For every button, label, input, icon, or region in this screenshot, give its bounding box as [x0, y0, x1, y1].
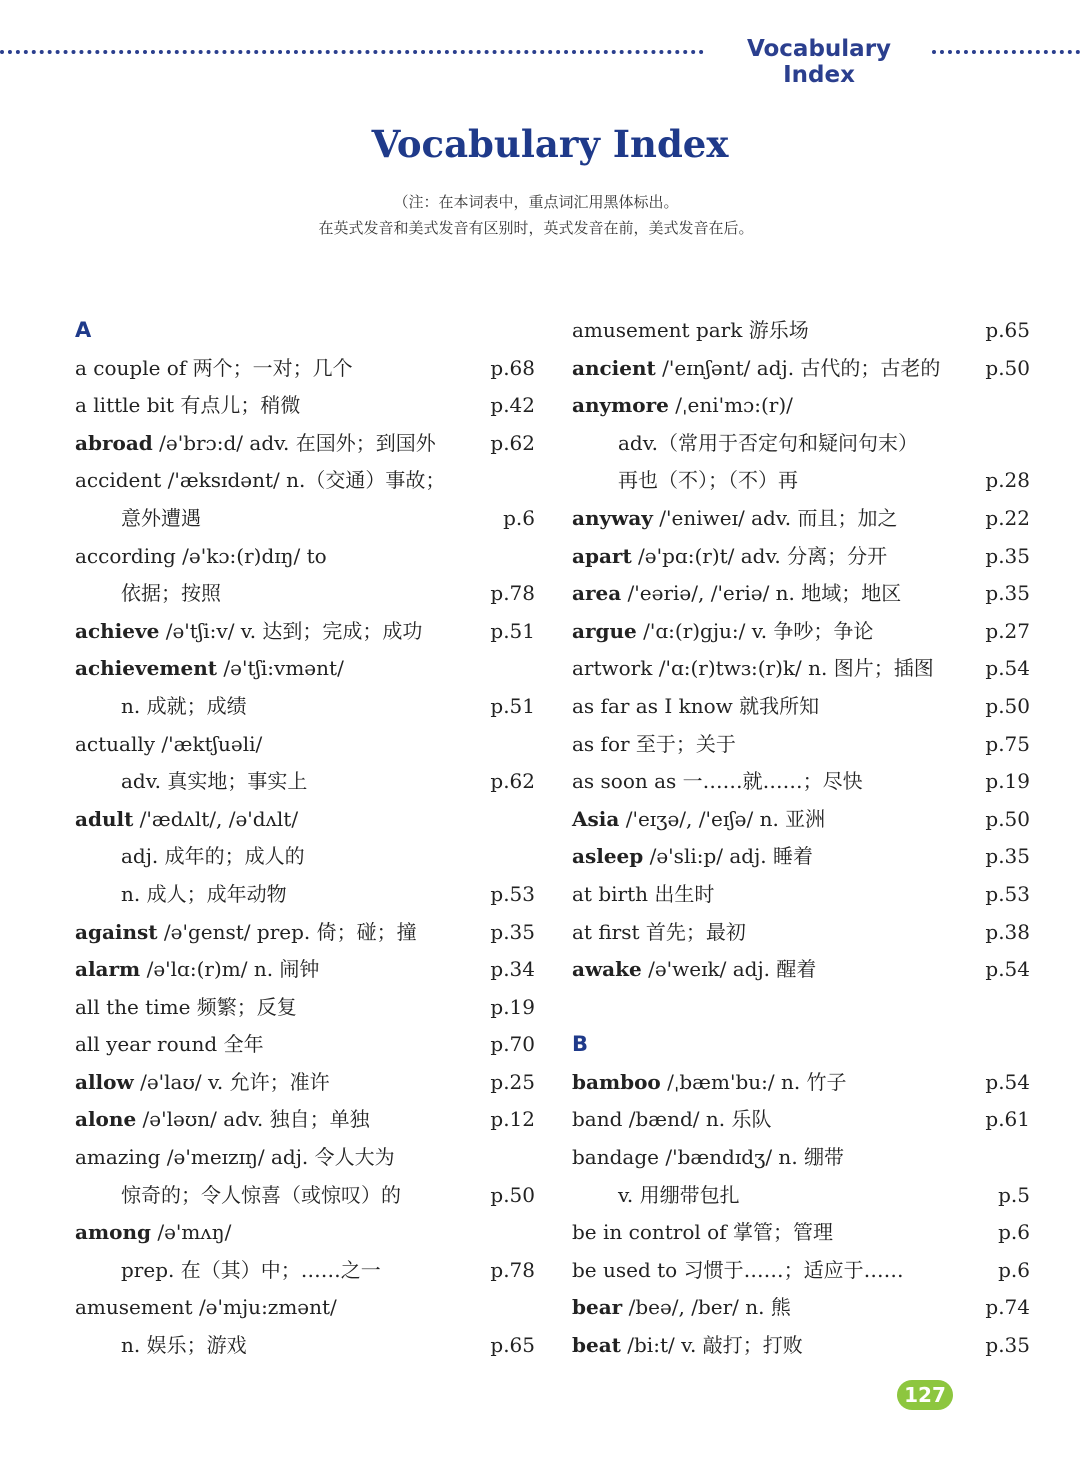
index-entry: [572, 688, 1030, 726]
entry-text: [75, 1327, 247, 1365]
page-reference: p.42: [488, 387, 535, 425]
entry-text: [572, 1101, 771, 1139]
entry-definition: be used to 习惯于……；适应于……: [572, 1257, 904, 1282]
entry-definition: adv.（常用于否定句和疑问句末）: [618, 430, 919, 455]
page-reference: p.35: [983, 1327, 1030, 1365]
entry-text: [572, 538, 887, 576]
entry-text: [75, 688, 247, 726]
entry-definition: adj. 成年的；成人的: [121, 844, 305, 869]
index-entry: [75, 613, 535, 651]
page-reference: p.70: [488, 1026, 535, 1064]
page-reference: p.35: [488, 914, 535, 952]
page-reference: p.75: [983, 726, 1030, 764]
headword: achievement: [75, 656, 218, 681]
page-reference: p.53: [983, 876, 1030, 914]
note-line-1: （注：在本词表中，重点词汇用黑体标出。: [393, 193, 679, 211]
entry-definition: n. 成人；成年动物: [121, 881, 287, 906]
index-entry: [75, 1064, 535, 1102]
dotted-rule-right: [932, 50, 1080, 54]
index-entry: [75, 876, 535, 914]
headword: ancient: [572, 355, 656, 380]
index-entry: [75, 1289, 535, 1327]
entry-definition: v. 用绷带包扎: [618, 1182, 740, 1207]
headword: apart: [572, 543, 632, 568]
page-reference: p.78: [488, 575, 535, 613]
index-entry: [75, 425, 535, 463]
entry-definition: /ˌeni'mɔ:(r)/: [668, 393, 793, 418]
entry-text: [75, 1214, 231, 1252]
page-reference: p.51: [488, 688, 535, 726]
entry-definition: /ə'laʊ/ v. 允许；准许: [133, 1069, 330, 1094]
entry-text: [75, 425, 436, 463]
index-entry: [75, 726, 535, 764]
page-reference: p.50: [983, 350, 1030, 388]
index-entry: [75, 462, 535, 500]
page-reference: p.6: [501, 500, 535, 538]
entry-definition: at birth 出生时: [572, 881, 715, 906]
entry-definition: 再也（不）；（不）再: [618, 468, 798, 493]
entry-definition: /ə'genst/ prep. 倚；碰；撞: [157, 919, 417, 944]
headword: adult: [75, 806, 134, 831]
entry-text: [572, 914, 746, 952]
entry-definition: /bi:t/ v. 敲打；打败: [620, 1333, 803, 1358]
entry-text: [572, 1327, 803, 1365]
index-entry: [572, 763, 1030, 801]
page-reference: p.6: [996, 1214, 1030, 1252]
index-entry: [75, 688, 535, 726]
entry-text: [75, 989, 297, 1027]
entry-definition: /ə'tʃi:v/ v. 达到；完成；成功: [159, 618, 423, 643]
page-reference: p.38: [983, 914, 1030, 952]
page-reference: p.27: [983, 613, 1030, 651]
entry-definition: /'ɑ:(r)gju:/ v. 争吵；争论: [636, 618, 874, 643]
entry-text: [572, 876, 714, 914]
entry-definition: /ə'ləʊn/ adv. 独自；单独: [136, 1107, 370, 1132]
entry-definition: according /ə'kɔ:(r)dɪŋ/ to: [75, 543, 327, 568]
entry-text: [572, 575, 901, 613]
page-reference: p.19: [488, 989, 535, 1027]
entry-text: [75, 1101, 370, 1139]
index-entry: [572, 538, 1030, 576]
index-entry: [572, 914, 1030, 952]
left-column: [75, 312, 535, 1365]
entry-text: [572, 425, 918, 463]
entry-definition: /ə'pɑ:(r)t/ adv. 分离；分开: [631, 543, 888, 568]
index-entry: [572, 1177, 1030, 1215]
headword: among: [75, 1220, 151, 1245]
page-title: Vocabulary Index: [371, 122, 729, 166]
entry-definition: bandage /'bændɪdʒ/ n. 绷带: [572, 1145, 845, 1170]
page-reference: p.28: [983, 462, 1030, 500]
page-reference: p.35: [983, 838, 1030, 876]
page-reference: p.19: [983, 763, 1030, 801]
index-entry: [75, 1252, 535, 1290]
entry-definition: /ə'mʌŋ/: [151, 1220, 232, 1245]
entry-text: [572, 462, 798, 500]
headword: Asia: [572, 806, 620, 831]
entry-text: [572, 350, 940, 388]
index-entry: [75, 1327, 535, 1365]
entry-text: [75, 876, 287, 914]
entry-text: [75, 838, 305, 876]
entry-definition: /ə'sli:p/ adj. 睡着: [643, 844, 814, 869]
entry-text: [75, 726, 262, 764]
entry-text: [75, 801, 298, 839]
page-reference: p.25: [488, 1064, 535, 1102]
entry-definition: /'eɪʒə/, /'eɪʃə/ n. 亚洲: [619, 806, 826, 831]
entry-text: [572, 613, 873, 651]
entry-text: [75, 1064, 330, 1102]
entry-text: [75, 575, 221, 613]
index-entry: [572, 350, 1030, 388]
note-line-2: 在英式发音和美式发音有区别时，英式发音在前，美式发音在后。: [318, 219, 754, 237]
entry-definition: actually /'æktʃuəli/: [75, 731, 263, 756]
index-entry: [75, 1214, 535, 1252]
page-reference: p.50: [983, 688, 1030, 726]
index-entry: [75, 650, 535, 688]
entry-text: [572, 1289, 791, 1327]
headword: allow: [75, 1069, 134, 1094]
page-reference: p.78: [488, 1252, 535, 1290]
index-entry: [75, 1177, 535, 1215]
entry-text: [75, 613, 422, 651]
entry-definition: /ə'weɪk/ adj. 醒着: [641, 957, 817, 982]
page-number-badge: 127: [897, 1380, 953, 1410]
page-reference: p.62: [488, 425, 535, 463]
entry-text: [572, 951, 816, 989]
entry-text: [75, 650, 344, 688]
index-entry: [75, 1101, 535, 1139]
entry-text: [75, 500, 201, 538]
entry-text: [572, 763, 863, 801]
index-entry: [572, 575, 1030, 613]
index-entry: [572, 1139, 1030, 1177]
headword: bamboo: [572, 1069, 661, 1094]
left-entries: [75, 350, 535, 1365]
index-entry: [572, 613, 1030, 651]
entry-text: [572, 500, 897, 538]
entry-text: [572, 650, 934, 688]
page-reference: p.54: [983, 951, 1030, 989]
entry-definition: all year round 全年: [75, 1032, 264, 1057]
index-entry: [75, 350, 535, 388]
index-entry: [572, 1064, 1030, 1102]
entry-definition: be in control of 掌管；管理: [572, 1220, 833, 1245]
entry-text: [572, 1252, 904, 1290]
entry-definition: a couple of 两个；一对；几个: [75, 355, 353, 380]
page-reference: p.34: [488, 951, 535, 989]
entry-text: [572, 1139, 844, 1177]
index-entry: [572, 801, 1030, 839]
entry-definition: /ə'brɔ:d/ adv. 在国外；到国外: [152, 430, 436, 455]
index-entry: [572, 1252, 1030, 1290]
page-reference: p.12: [488, 1101, 535, 1139]
entry-text: [572, 726, 736, 764]
page-reference: p.6: [996, 1252, 1030, 1290]
headword: beat: [572, 1333, 621, 1358]
section-letter-b: B: [572, 1032, 589, 1057]
entry-text: [572, 1064, 847, 1102]
entry-text: [572, 1177, 740, 1215]
headword: bear: [572, 1295, 623, 1320]
headword: achieve: [75, 618, 160, 643]
dotted-rule-left: [0, 50, 704, 54]
entry-definition: artwork /'ɑ:(r)twɜ:(r)k/ n. 图片；插图: [572, 656, 934, 681]
entry-text: [75, 462, 445, 500]
entry-text: [75, 538, 327, 576]
entry-text: [75, 914, 417, 952]
index-entry: [75, 914, 535, 952]
page-reference: p.68: [488, 350, 535, 388]
entry-definition: prep. 在（其）中；……之一: [121, 1257, 381, 1282]
entry-definition: 意外遭遇: [121, 505, 201, 530]
entry-definition: /ˌbæm'bu:/ n. 竹子: [660, 1069, 847, 1094]
entry-text: [75, 350, 353, 388]
entry-text: [75, 763, 307, 801]
page-reference: p.62: [488, 763, 535, 801]
index-entry: [75, 801, 535, 839]
entry-definition: amusement /ə'mju:zmənt/: [75, 1295, 337, 1320]
headword: against: [75, 919, 158, 944]
entry-text: [572, 801, 825, 839]
entry-definition: n. 娱乐；游戏: [121, 1333, 247, 1358]
entry-definition: a little bit 有点儿；稍微: [75, 393, 301, 418]
index-entry: [572, 726, 1030, 764]
entry-text: [75, 1139, 395, 1177]
headword: anymore: [572, 393, 669, 418]
page-reference: p.5: [996, 1177, 1030, 1215]
entry-text: [75, 1177, 401, 1215]
index-entry: [572, 876, 1030, 914]
index-entry: [572, 1214, 1030, 1252]
headword: anyway: [572, 505, 653, 530]
index-entry: [75, 838, 535, 876]
page-reference: p.22: [983, 500, 1030, 538]
page-reference: p.35: [983, 575, 1030, 613]
entry-definition: at first 首先；最初: [572, 919, 746, 944]
index-entry: [572, 951, 1030, 989]
page-reference: p.35: [983, 538, 1030, 576]
index-entry: [572, 838, 1030, 876]
entry-definition: amazing /ə'meɪzɪŋ/ adj. 令人大为: [75, 1145, 395, 1170]
running-head: [0, 36, 1080, 88]
index-entry: [75, 989, 535, 1027]
page-reference: p.65: [488, 1327, 535, 1365]
entry-definition: /'eɪnʃənt/ adj. 古代的；古老的: [655, 355, 941, 380]
index-entry: [75, 951, 535, 989]
entry-definition: as soon as 一……就……；尽快: [572, 769, 863, 794]
entry-text: [75, 1289, 337, 1327]
index-entry: [75, 387, 535, 425]
right-column: [572, 312, 1030, 1365]
entry-text: [75, 951, 319, 989]
index-entry: [572, 650, 1030, 688]
headword: alarm: [75, 957, 141, 982]
headword: argue: [572, 618, 637, 643]
entry-definition: /'eəriə/, /'eriə/ n. 地域；地区: [621, 581, 902, 606]
headword: awake: [572, 957, 642, 982]
entry-text: [572, 838, 813, 876]
entry-text: [75, 387, 300, 425]
right-entries-a: [572, 312, 1030, 989]
index-entry: [75, 500, 535, 538]
entry-definition: all the time 频繁；反复: [75, 994, 297, 1019]
entry-definition: /beə/, /ber/ n. 熊: [622, 1295, 791, 1320]
page-reference: p.50: [983, 801, 1030, 839]
page-reference: p.65: [983, 312, 1030, 350]
entry-definition: adv. 真实地；事实上: [121, 769, 308, 794]
page-reference: p.74: [983, 1289, 1030, 1327]
index-entry: [572, 500, 1030, 538]
entry-definition: /ə'lɑ:(r)m/ n. 闹钟: [140, 957, 320, 982]
entry-definition: n. 成就；成绩: [121, 693, 247, 718]
section-gap: [572, 989, 1030, 1027]
entry-definition: band /bænd/ n. 乐队: [572, 1107, 772, 1132]
entry-definition: 依据；按照: [121, 581, 221, 606]
headword: asleep: [572, 844, 644, 869]
index-entry: [75, 1139, 535, 1177]
page-reference: p.51: [488, 613, 535, 651]
page-reference: p.53: [488, 876, 535, 914]
entry-definition: accident /'æksɪdənt/ n.（交通）事故；: [75, 468, 446, 493]
index-entry: [572, 312, 1030, 350]
entry-text: [572, 688, 819, 726]
right-entries-b: [572, 1064, 1030, 1365]
index-entry: [572, 425, 1030, 463]
index-entry: [75, 1026, 535, 1064]
entry-definition: as far as I know 就我所知: [572, 693, 820, 718]
index-entry: [572, 387, 1030, 425]
entry-definition: /ə'tʃi:vmənt/: [217, 656, 344, 681]
index-entry: [75, 575, 535, 613]
entry-definition: 惊奇的；令人惊喜（或惊叹）的: [121, 1182, 401, 1207]
section-letter-a: A: [75, 318, 92, 342]
index-entry: [572, 1101, 1030, 1139]
entry-text: [572, 312, 809, 350]
entry-text: [572, 387, 793, 425]
page-reference: p.50: [488, 1177, 535, 1215]
index-entry: [75, 538, 535, 576]
page-reference: p.54: [983, 1064, 1030, 1102]
index-entry: [572, 1289, 1030, 1327]
running-head-title: Vocabulary Index: [746, 36, 892, 88]
entry-definition: amusement park 游乐场: [572, 318, 809, 342]
headword: abroad: [75, 430, 153, 455]
index-entry: [572, 1327, 1030, 1365]
entry-text: [572, 1214, 833, 1252]
page-reference: p.61: [983, 1101, 1030, 1139]
entry-definition: as for 至于；关于: [572, 731, 736, 756]
entry-definition: /'ædʌlt/, /ə'dʌlt/: [133, 806, 299, 831]
headword: area: [572, 581, 622, 606]
entry-text: [75, 1252, 381, 1290]
entry-text: [75, 1026, 264, 1064]
entry-definition: /'eniweɪ/ adv. 而且；加之: [652, 505, 898, 530]
index-entry: [75, 763, 535, 801]
headword: alone: [75, 1107, 137, 1132]
index-entry: [572, 462, 1030, 500]
page-reference: p.54: [983, 650, 1030, 688]
